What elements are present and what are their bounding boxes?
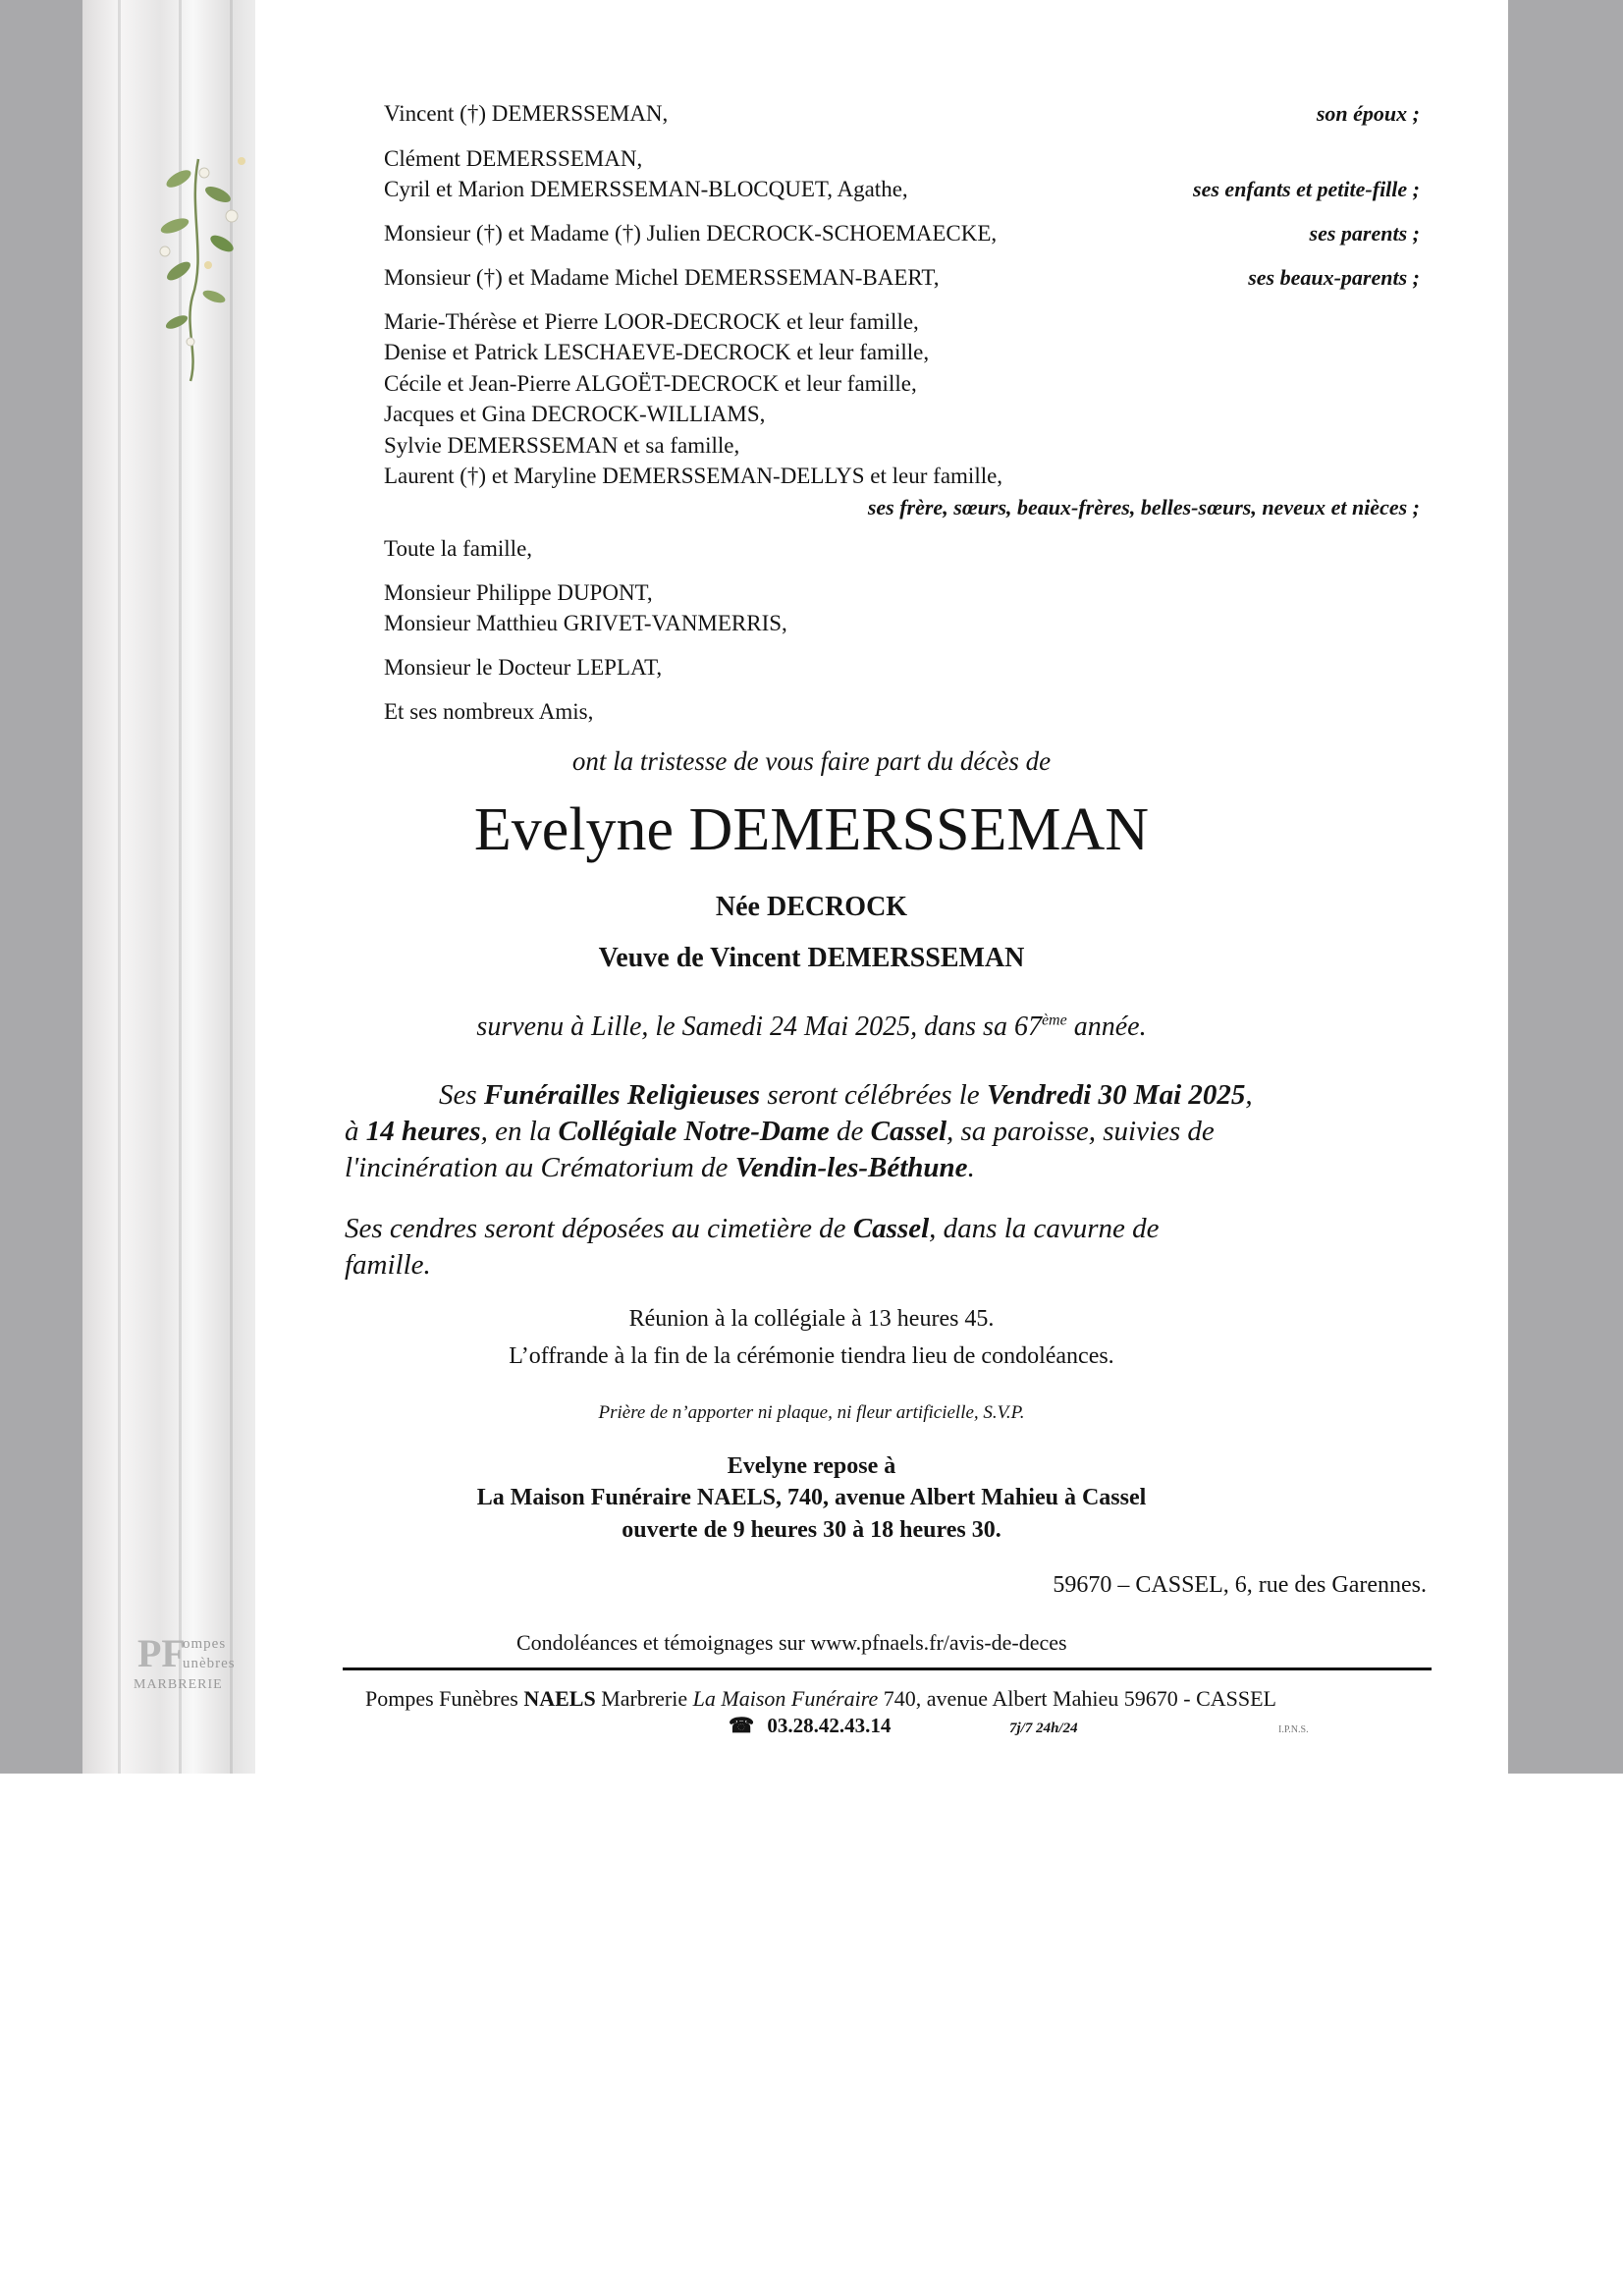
spouse-name: Vincent (†) DEMERSSEMAN, (384, 101, 669, 126)
repose-line: ouverte de 9 heures 30 à 18 heures 30. (622, 1517, 1001, 1543)
spouse-relation: son époux ; (1316, 101, 1420, 126)
request-line: Prière de n’apporter ni plaque, ni fleur artificielle, S.V.P. (598, 1402, 1025, 1423)
text-run: , en la (480, 1116, 559, 1147)
text-run: à (345, 1116, 366, 1147)
text-run: de (829, 1116, 871, 1147)
sibling-line: Marie-Thérèse et Pierre LOOR-DECROCK et leur famille, (384, 309, 919, 334)
logo-line-3: MARBRERIE (134, 1677, 223, 1692)
funeral-paragraph (345, 1077, 1434, 1186)
ashes-paragraph (345, 1211, 1434, 1284)
text-run: Pompes Funèbres (365, 1686, 524, 1711)
ashes-line-1 (345, 1211, 1434, 1247)
text-run: Ses cendres seront déposées au cimetière de (345, 1213, 853, 1244)
text-run-bold: Vendin-les-Béthune (734, 1152, 968, 1183)
friends-line: Et ses nombreux Amis, (384, 699, 594, 724)
funeral-line-1 (345, 1077, 1434, 1114)
phone-icon: ☎ (729, 1714, 755, 1737)
children-relation: ses enfants et petite-fille ; (1193, 177, 1420, 201)
footer-line (365, 1686, 1276, 1712)
repose-line: La Maison Funéraire NAELS, 740, avenue Albert Mahieu à Cassel (476, 1485, 1147, 1510)
meeting-line: Réunion à la collégiale à 13 heures 45. (628, 1306, 995, 1332)
flower-sprig-icon (130, 149, 277, 385)
sibling-line: Cécile et Jean-Pierre ALGOËT-DECROCK et leur famille, (384, 371, 917, 396)
text-run-bold: Collégiale Notre-Dame (558, 1116, 830, 1147)
ordinal-suffix: ème (1041, 1011, 1067, 1029)
sibling-line: Sylvie DEMERSSEMAN et sa famille, (384, 433, 740, 458)
widow-line: Veuve de Vincent DEMERSSEMAN (598, 943, 1025, 973)
text-run-bold: 14 heures (365, 1116, 481, 1147)
death-date-text: survenu à Lille, le Samedi 24 Mai 2025, dans sa 67 (476, 1011, 1042, 1042)
child-line: Clément DEMERSSEMAN, (384, 146, 643, 171)
text-run: , dans la cavurne de (929, 1213, 1160, 1244)
text-run: , sa paroisse, suivies de (947, 1116, 1215, 1147)
repose-line: Evelyne repose à (727, 1453, 896, 1479)
in-laws-relation: ses beaux-parents ; (1248, 265, 1420, 290)
text-run: Marbrerie (595, 1686, 693, 1711)
funeral-line-2 (345, 1114, 1434, 1150)
child-line: Cyril et Marion DEMERSSEMAN-BLOCQUET, Agathe, (384, 177, 908, 201)
text-run: , (1245, 1079, 1253, 1111)
other-line: Monsieur Philippe DUPONT, (384, 580, 653, 605)
sibling-line: Jacques et Gina DECROCK-WILLIAMS, (384, 402, 766, 426)
maiden-name: Née DECROCK (715, 892, 908, 922)
text-run-bold: Cassel (870, 1116, 947, 1147)
address-line: 59670 – CASSEL, 6, rue des Garennes. (1053, 1572, 1427, 1598)
text-run: seront célébrées le (760, 1079, 987, 1111)
other-line: Monsieur Matthieu GRIVET-VANMERRIS, (384, 611, 787, 635)
footer-divider (343, 1667, 1432, 1670)
hours-line: 7j/7 24h/24 (1009, 1721, 1078, 1736)
doctor-line: Monsieur le Docteur LEPLAT, (384, 655, 663, 680)
parents-relation: ses parents ; (1309, 221, 1420, 246)
death-date-end: année. (1066, 1011, 1147, 1042)
siblings-relation: ses frère, sœurs, beaux-frères, belles-sœurs, neveux et nièces ; (867, 495, 1420, 519)
text-run-bold: NAELS (523, 1686, 596, 1711)
sibling-line: Denise et Patrick LESCHAEVE-DECROCK et leur famille, (384, 340, 930, 364)
sibling-line: Laurent (†) et Maryline DEMERSSEMAN-DELLYS et leur famille, (384, 464, 1003, 488)
ashes-line-2: famille. (345, 1249, 431, 1281)
text-run-bold: Vendredi 30 Mai 2025 (986, 1079, 1246, 1111)
offering-line: L’offrande à la fin de la cérémonie tiendra lieu de condoléances. (509, 1343, 1114, 1369)
printer-mark: I.P.N.S. (1278, 1724, 1309, 1735)
funeral-line-3 (345, 1150, 1434, 1186)
phone-number: 03.28.42.43.14 (767, 1714, 892, 1737)
text-run-bold: Cassel (852, 1213, 930, 1244)
whole-family-line: Toute la famille, (384, 536, 533, 561)
text-run: Ses (439, 1079, 484, 1111)
deceased-name: Evelyne DEMERSSEMAN (473, 796, 1150, 863)
death-date-line (0, 1011, 1623, 1043)
text-run-italic: La Maison Funéraire (692, 1686, 879, 1711)
condolences-line: Condoléances et témoignages sur www.pfnaels.fr/avis-de-deces (516, 1630, 1067, 1655)
text-run: l'incinération au Crématorium de (345, 1152, 735, 1183)
phone-line (729, 1714, 891, 1738)
funeral-home-logo (114, 1630, 261, 1699)
in-laws-name: Monsieur (†) et Madame Michel DEMERSSEMAN-BAERT, (384, 265, 940, 290)
text-run: 740, avenue Albert Mahieu 59670 - CASSEL (878, 1686, 1276, 1711)
logo-line-1: ompes (183, 1636, 227, 1652)
parents-name: Monsieur (†) et Madame (†) Julien DECROCK-SCHOEMAECKE, (384, 221, 998, 246)
logo-line-2: unèbres (183, 1656, 236, 1671)
intro-line: ont la tristesse de vous faire part du décès de (571, 746, 1052, 776)
text-run-bold: Funérailles Religieuses (483, 1079, 761, 1111)
text-run: . (967, 1152, 975, 1183)
logo-monogram: PF (137, 1631, 186, 1675)
